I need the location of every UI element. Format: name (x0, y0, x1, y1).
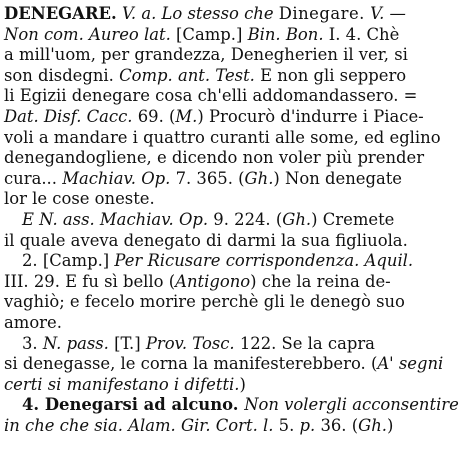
citation-source: E N. ass. Machiav. Op. (22, 209, 209, 229)
sense-line (4, 416, 466, 437)
editor-mark: Gh. (244, 168, 274, 188)
citation-source: Dat. Disf. Cacc. (4, 106, 133, 126)
sense-line (22, 395, 466, 416)
sense-line (22, 251, 466, 272)
quote-text: ) Procurò d'indurre i Piace- (197, 106, 424, 126)
grammar-note: N. pass. (42, 333, 109, 353)
citation-ref: 5. (273, 415, 300, 435)
definition: Non volergli acconsentire (244, 395, 459, 415)
source-bracket: [T.] (108, 333, 146, 353)
sense-line: amore. (4, 312, 62, 332)
citation-source: Prov. Tosc. (145, 333, 235, 353)
citation-ref: I. 4. Chè (323, 24, 400, 44)
sense-neuter (4, 210, 466, 251)
entry-line: lor le cose oneste. (4, 189, 155, 209)
sense-line (4, 354, 466, 375)
quote-text: cura... (4, 168, 63, 188)
quote-text: 122. Se la capra (234, 333, 375, 353)
quote-text: ) Non denegate (273, 168, 403, 188)
gloss: A' segni (377, 354, 444, 374)
source-bracket: [Camp.] (170, 24, 248, 44)
cross-reference: Dinegare. (278, 4, 365, 23)
sense-line: il quale aveva denegato di darmi la sua figliuola. (4, 230, 408, 250)
sense-line (4, 375, 466, 396)
citation-ref: 9. 224. ( (208, 209, 283, 229)
citation-ref: 69. ( (132, 106, 176, 126)
quote-text: si denegasse, le corna la manifesterebbero. ( (4, 354, 378, 374)
editor-mark: M. (175, 106, 198, 126)
citation-ref: ) (387, 415, 394, 435)
citation-ref: p. (299, 415, 316, 435)
sense-4 (4, 395, 466, 436)
quote-italic: Antigono (175, 271, 251, 291)
entry-line (4, 25, 466, 46)
sense-line (22, 334, 466, 355)
gloss: certi si manifestano i difetti. (4, 374, 240, 394)
entry-line (4, 169, 466, 190)
sense-line (22, 210, 466, 231)
citation-ref: 7. 365. ( (170, 168, 245, 188)
sense-2 (4, 251, 466, 333)
citation-source: Bin. Bon. (247, 24, 324, 44)
sense-number: 2. [Camp.] (22, 251, 115, 271)
subentry-headword: 4. Denegarsi ad alcuno. (22, 395, 245, 415)
quote-text: ) che la reina de- (250, 271, 391, 291)
quote-text: ) (239, 374, 246, 394)
citation-ref: 36. ( (315, 415, 359, 435)
entry-line: a mill'uom, per grandezza, Denegherien il ver, si (4, 45, 408, 65)
sense-line: vaghiò; e fecelo morire perchè gli le denegò suo (4, 292, 405, 312)
quote-text: ) Cremete (311, 209, 395, 229)
entry-line: li Egizii denegare cosa ch'elli addomandassero. = (4, 86, 418, 106)
quote-text: III. 29. E fu sì bello ( (4, 271, 176, 291)
entry-line: voli a mandare i quattro curanti alle some, ed eglino (4, 127, 441, 147)
sense-3 (4, 334, 466, 396)
editor-mark: Gh. (358, 415, 387, 435)
citation-source: in che che sia. Alam. Gir. Cort. (4, 415, 258, 435)
definition: Per Ricusare corrispondenza. Aquil. (114, 251, 414, 271)
sense-line (4, 272, 466, 293)
citation-ref: l. (263, 415, 274, 435)
usage-note: Non com. Aureo lat. (4, 24, 171, 44)
editor-mark: Gh. (282, 209, 312, 229)
quote-text: son disdegni. (4, 65, 120, 85)
entry-line (4, 107, 466, 128)
grammar-note: V. a. Lo stesso che (121, 4, 279, 23)
quote-text: E non gli seppero (254, 65, 407, 85)
citation-source: Comp. ant. Test. (119, 65, 255, 85)
entry-line (4, 66, 466, 87)
entry-line: denegandogliene, e dicendo non voler più prender (4, 148, 425, 168)
entry-line (4, 4, 466, 25)
sense-number: 3. (22, 333, 43, 353)
headword: DENEGARE. (4, 4, 117, 23)
citation-source: Machiav. Op. (62, 168, 171, 188)
grammar-note: V. — (364, 4, 406, 23)
entry-main (4, 4, 466, 210)
